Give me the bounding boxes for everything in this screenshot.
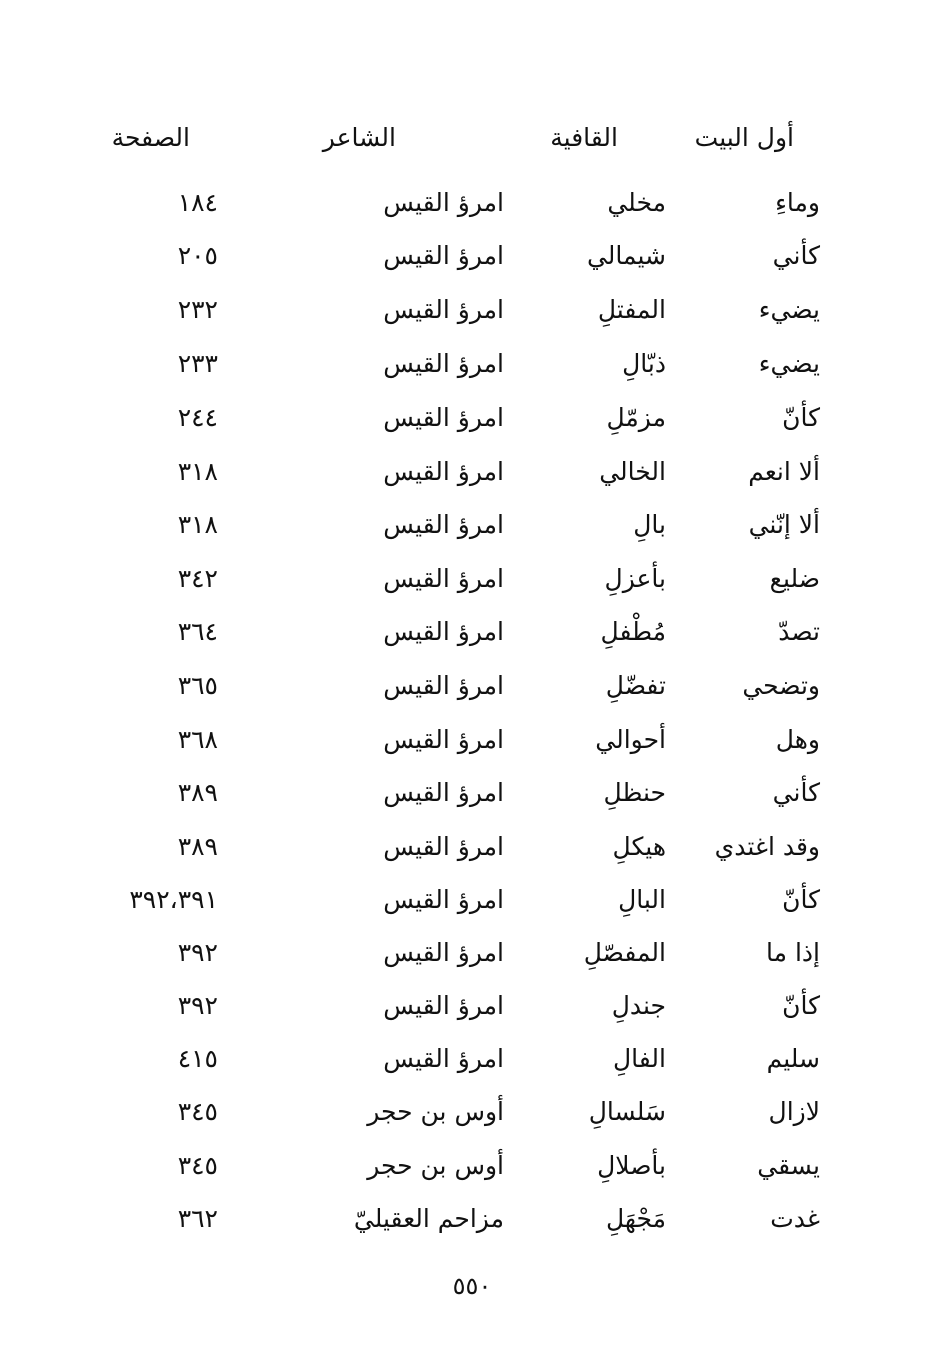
- page-ref: ٣١٨: [177, 510, 218, 539]
- table-row: [0, 773, 944, 813]
- poet: امرؤ القيس: [383, 938, 504, 967]
- page-ref: ٣٩٢: [177, 991, 218, 1020]
- first-word: وقد اغتدي: [714, 832, 820, 861]
- first-word: غدت: [770, 1204, 820, 1233]
- table-row: [0, 505, 944, 545]
- poet: مزاحم العقيليّ: [353, 1204, 504, 1233]
- table-row: [0, 827, 944, 867]
- rhyme: البالِ: [618, 885, 666, 914]
- poet: امرؤ القيس: [383, 457, 504, 486]
- table-row: [0, 559, 944, 599]
- first-word: سليم: [766, 1044, 820, 1073]
- rhyme: سَلسالِ: [588, 1097, 666, 1126]
- poet: امرؤ القيس: [383, 885, 504, 914]
- poet: امرؤ القيس: [383, 510, 504, 539]
- page-ref: ١٨٤: [177, 188, 218, 217]
- page-ref: ٢٣٣: [177, 349, 218, 378]
- header-first-word: أول البيت: [694, 123, 794, 152]
- rhyme: جندلِ: [611, 991, 666, 1020]
- table-row: [0, 1199, 944, 1239]
- rhyme: شيمالي: [586, 241, 666, 270]
- first-word: كأنّ: [782, 403, 820, 432]
- page-ref: ٣٨٩: [177, 832, 218, 861]
- page-ref: ٣٦٤: [177, 617, 218, 646]
- poet: أوس بن حجر: [367, 1097, 504, 1126]
- poet: امرؤ القيس: [383, 725, 504, 754]
- table-row: [0, 236, 944, 276]
- first-word: ألا انعم: [748, 457, 820, 486]
- page-ref: ٢٤٤: [177, 403, 218, 432]
- rhyme: مخلي: [607, 188, 666, 217]
- poet: امرؤ القيس: [383, 295, 504, 324]
- table-row: [0, 612, 944, 652]
- poet: امرؤ القيس: [383, 188, 504, 217]
- table-row: [0, 1092, 944, 1132]
- poet: امرؤ القيس: [383, 564, 504, 593]
- rhyme: تفضّلِ: [605, 671, 666, 700]
- table-row: [0, 1146, 944, 1186]
- rhyme: الفالِ: [613, 1044, 666, 1073]
- table-row: [0, 452, 944, 492]
- rhyme: هيكلِ: [612, 832, 666, 861]
- page-ref: ٣١٨: [177, 457, 218, 486]
- rhyme: ذبّالِ: [622, 349, 666, 378]
- poet: امرؤ القيس: [383, 349, 504, 378]
- table-row: [0, 880, 944, 920]
- rhyme: الخالي: [599, 457, 666, 486]
- table-row: [0, 720, 944, 760]
- page-ref: ٣٦٢: [177, 1204, 218, 1233]
- poet: امرؤ القيس: [383, 617, 504, 646]
- rhyme: بأصلالِ: [597, 1151, 666, 1180]
- first-word: كأني: [772, 241, 820, 270]
- first-word: يضيء: [758, 349, 820, 378]
- page-ref: ٣٤٥: [177, 1097, 218, 1126]
- table-row: [0, 290, 944, 330]
- rhyme: بالِ: [633, 510, 666, 539]
- poet: امرؤ القيس: [383, 241, 504, 270]
- first-word: ضليع: [769, 564, 820, 593]
- first-word: إذا ما: [766, 938, 820, 967]
- poet: امرؤ القيس: [383, 991, 504, 1020]
- first-word: كأنّ: [782, 885, 820, 914]
- table-row: [0, 183, 944, 223]
- page-ref: ٣٨٩: [177, 778, 218, 807]
- table-row: [0, 986, 944, 1026]
- page-ref: ٣٩٢،٣٩١: [129, 885, 218, 914]
- first-word: لازال: [768, 1097, 820, 1126]
- table-row: [0, 398, 944, 438]
- first-word: وتضحي: [742, 671, 820, 700]
- poet: امرؤ القيس: [383, 671, 504, 700]
- rhyme: بأعزلِ: [604, 564, 666, 593]
- rhyme: المفصّلِ: [583, 938, 666, 967]
- header-poet: الشاعر: [322, 123, 396, 152]
- page-ref: ٣٤٥: [177, 1151, 218, 1180]
- page-ref: ٣٦٥: [177, 671, 218, 700]
- rhyme: حنظلِ: [603, 778, 666, 807]
- first-word: يضيء: [758, 295, 820, 324]
- first-word: كأنّ: [782, 991, 820, 1020]
- first-word: يسقي: [757, 1151, 820, 1180]
- table-row: [0, 666, 944, 706]
- poet: أوس بن حجر: [367, 1151, 504, 1180]
- page-ref: ٢٣٢: [177, 295, 218, 324]
- page-ref: ٣٩٢: [177, 938, 218, 967]
- table-header: [0, 118, 944, 158]
- first-word: وهل: [775, 725, 820, 754]
- header-page: الصفحة: [111, 123, 190, 152]
- page-ref: ٤١٥: [177, 1044, 218, 1073]
- header-rhyme: القافية: [550, 123, 618, 152]
- first-word: وماءِ: [775, 188, 820, 217]
- poet: امرؤ القيس: [383, 778, 504, 807]
- rhyme: أحوالي: [595, 725, 666, 754]
- table-row: [0, 344, 944, 384]
- poet: امرؤ القيس: [383, 832, 504, 861]
- rhyme: مُطْفلِ: [600, 617, 666, 646]
- rhyme: مَجْهَلِ: [606, 1204, 666, 1233]
- rhyme: مزمّلِ: [606, 403, 666, 432]
- page-ref: ٣٤٢: [177, 564, 218, 593]
- first-word: كأني: [772, 778, 820, 807]
- page-ref: ٢٠٥: [177, 241, 218, 270]
- poet: امرؤ القيس: [383, 403, 504, 432]
- first-word: تصدّ: [778, 617, 820, 646]
- page-number: ٥٥٠: [452, 1272, 492, 1300]
- first-word: ألا إنّني: [748, 510, 820, 539]
- rhyme: المفتلِ: [597, 295, 666, 324]
- page-ref: ٣٦٨: [177, 725, 218, 754]
- table-row: [0, 933, 944, 973]
- poet: امرؤ القيس: [383, 1044, 504, 1073]
- table-row: [0, 1039, 944, 1079]
